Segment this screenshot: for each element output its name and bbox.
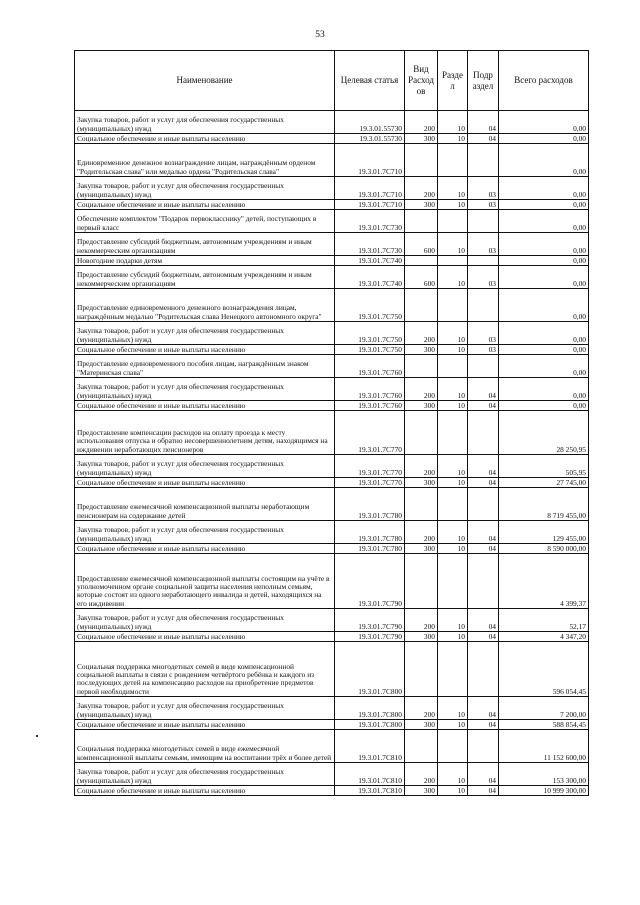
row-razdel: 10 <box>438 697 468 720</box>
row-vid: 600 <box>405 266 438 289</box>
row-podrazdel: 03 <box>468 345 499 355</box>
row-vid <box>405 210 438 233</box>
row-code: 19.3.01.7С750 <box>335 345 405 355</box>
row-total: 153 300,00 <box>499 763 589 786</box>
row-name: Социальное обеспечение и иные выплаты населению <box>75 720 335 730</box>
table-row <box>75 554 589 609</box>
row-razdel <box>438 210 468 233</box>
row-razdel: 10 <box>438 378 468 401</box>
row-name: Социальное обеспечение и иные выплаты населению <box>75 401 335 411</box>
table-row <box>75 256 589 266</box>
row-total: 7 200,00 <box>499 697 589 720</box>
row-podrazdel: 04 <box>468 401 499 411</box>
table-row <box>75 411 589 455</box>
row-razdel: 10 <box>438 200 468 210</box>
row-vid <box>405 642 438 697</box>
row-vid: 300 <box>405 401 438 411</box>
table-row <box>75 544 589 554</box>
row-podrazdel: 04 <box>468 134 499 144</box>
row-vid: 300 <box>405 478 438 488</box>
row-code: 19.3.01.7С710 <box>335 144 405 177</box>
table-row <box>75 233 589 256</box>
row-name: Предоставление ежемесячной компенсационной выплаты состоящим на учёте в уполномоченном органе социальной защиты населения неполным семьям, которые состоят из одного неработающего инвалида и детей, находящихся на его иждивении <box>75 554 335 609</box>
page-number: 53 <box>315 30 325 40</box>
table-row <box>75 111 589 134</box>
row-razdel <box>438 256 468 266</box>
table-header-row <box>75 51 589 111</box>
row-podrazdel: 03 <box>468 233 499 256</box>
row-razdel: 10 <box>438 401 468 411</box>
row-podrazdel <box>468 210 499 233</box>
row-razdel: 10 <box>438 763 468 786</box>
row-podrazdel: 04 <box>468 478 499 488</box>
row-name: Закупка товаров, работ и услуг для обеспечения государственных (муниципальных) нужд <box>75 177 335 200</box>
row-podrazdel: 04 <box>468 521 499 544</box>
table-row <box>75 697 589 720</box>
row-razdel: 10 <box>438 544 468 554</box>
row-total: 0,00 <box>499 144 589 177</box>
table-row <box>75 266 589 289</box>
row-podrazdel <box>468 642 499 697</box>
row-vid: 200 <box>405 378 438 401</box>
row-vid <box>405 144 438 177</box>
row-razdel <box>438 411 468 455</box>
header-total: Всего расходов <box>499 51 589 111</box>
row-vid: 200 <box>405 177 438 200</box>
row-razdel: 10 <box>438 111 468 134</box>
row-total: 129 455,00 <box>499 521 589 544</box>
row-name: Единовременное денежное вознаграждение лицам, награждённым орденом "Родительская слава" или медалью ордена "Родительская слава" <box>75 144 335 177</box>
row-code: 19.3.01.7С750 <box>335 322 405 345</box>
row-razdel: 10 <box>438 345 468 355</box>
row-total: 588 854,45 <box>499 720 589 730</box>
row-name: Закупка товаров, работ и услуг для обеспечения государственных (муниципальных) нужд <box>75 455 335 478</box>
row-podrazdel: 04 <box>468 632 499 642</box>
row-code: 19.3.01.7С810 <box>335 763 405 786</box>
row-razdel: 10 <box>438 455 468 478</box>
row-code: 19.3.01.7С810 <box>335 786 405 796</box>
row-total: 0,00 <box>499 266 589 289</box>
row-podrazdel <box>468 411 499 455</box>
row-total: 0,00 <box>499 233 589 256</box>
row-vid: 300 <box>405 200 438 210</box>
row-name: Закупка товаров, работ и услуг для обеспечения государственных (муниципальных) нужд <box>75 378 335 401</box>
row-code: 19.3.01.7С730 <box>335 233 405 256</box>
row-podrazdel: 03 <box>468 266 499 289</box>
row-code: 19.3.01.55730 <box>335 134 405 144</box>
row-vid <box>405 411 438 455</box>
table-row <box>75 289 589 322</box>
row-vid: 300 <box>405 134 438 144</box>
row-razdel <box>438 144 468 177</box>
row-code: 19.3.01.55730 <box>335 111 405 134</box>
row-total: 596 054,45 <box>499 642 589 697</box>
row-razdel: 10 <box>438 786 468 796</box>
row-code: 19.3.01.7С760 <box>335 355 405 378</box>
row-vid: 300 <box>405 544 438 554</box>
row-code: 19.3.01.7С780 <box>335 488 405 521</box>
row-code: 19.3.01.7С780 <box>335 544 405 554</box>
row-name: Социальное обеспечение и иные выплаты населению <box>75 200 335 210</box>
row-total: 8 719 455,00 <box>499 488 589 521</box>
row-razdel: 10 <box>438 720 468 730</box>
row-vid: 300 <box>405 345 438 355</box>
row-code: 19.3.01.7С710 <box>335 200 405 210</box>
table-row <box>75 488 589 521</box>
row-vid: 200 <box>405 609 438 632</box>
row-name: Обеспечение комплектом "Подарок первокласснику" детей, поступающих в первый класс <box>75 210 335 233</box>
table-row <box>75 730 589 763</box>
row-podrazdel: 04 <box>468 697 499 720</box>
row-podrazdel: 04 <box>468 786 499 796</box>
table-row <box>75 355 589 378</box>
row-vid: 600 <box>405 233 438 256</box>
row-podrazdel: 04 <box>468 609 499 632</box>
row-total: 0,00 <box>499 345 589 355</box>
row-podrazdel: 04 <box>468 763 499 786</box>
table-row <box>75 210 589 233</box>
row-razdel <box>438 642 468 697</box>
table-row <box>75 609 589 632</box>
row-code: 19.3.01.7С760 <box>335 401 405 411</box>
row-podrazdel: 04 <box>468 378 499 401</box>
scan-speck <box>36 735 38 737</box>
header-name: Наименование <box>75 51 335 111</box>
row-name: Закупка товаров, работ и услуг для обеспечения государственных (муниципальных) нужд <box>75 322 335 345</box>
header-code: Целевая статья <box>335 51 405 111</box>
row-vid: 200 <box>405 455 438 478</box>
row-name: Новогодние подарки детям <box>75 256 335 266</box>
row-name: Предоставление компенсации расходов на оплату проезда к месту использования отпуска и обратно несовершеннолетним детям, находящимся на иждивении неработающих пенсионеров <box>75 411 335 455</box>
row-podrazdel <box>468 554 499 609</box>
row-name: Социальное обеспечение и иные выплаты населению <box>75 478 335 488</box>
row-name: Социальное обеспечение и иные выплаты населению <box>75 345 335 355</box>
row-razdel: 10 <box>438 632 468 642</box>
row-podrazdel: 04 <box>468 544 499 554</box>
row-name: Социальная поддержка многодетных семей в виде ежемесячной компенсационной выплаты семьям, имеющим на воспитании трёх и более детей <box>75 730 335 763</box>
row-podrazdel <box>468 144 499 177</box>
row-vid: 200 <box>405 697 438 720</box>
table-row <box>75 144 589 177</box>
table-row <box>75 642 589 697</box>
table-row <box>75 521 589 544</box>
row-total: 4 399,37 <box>499 554 589 609</box>
row-name: Социальная поддержка многодетных семей в виде компенсационной социальной выплаты в связи с рождением четвёртого ребёнка и каждого из последующих детей на компенсацию расходов на приобретение предметов первой необходимости <box>75 642 335 697</box>
row-total: 0,00 <box>499 378 589 401</box>
row-code: 19.3.01.7С740 <box>335 266 405 289</box>
row-razdel: 10 <box>438 322 468 345</box>
row-total: 0,00 <box>499 289 589 322</box>
row-name: Предоставление субсидий бюджетным, автономным учреждениям и иным некоммерческим организациям <box>75 266 335 289</box>
row-total: 0,00 <box>499 111 589 134</box>
header-vid: Вид Расход ов <box>405 51 438 111</box>
row-vid: 200 <box>405 111 438 134</box>
header-podrazdel: Подр аздел <box>468 51 499 111</box>
table-row <box>75 177 589 200</box>
row-name: Закупка товаров, работ и услуг для обеспечения государственных (муниципальных) нужд <box>75 763 335 786</box>
row-podrazdel: 03 <box>468 177 499 200</box>
row-code: 19.3.01.7С790 <box>335 632 405 642</box>
table-row <box>75 786 589 796</box>
row-razdel: 10 <box>438 177 468 200</box>
table-row <box>75 632 589 642</box>
row-code: 19.3.01.7С740 <box>335 256 405 266</box>
row-razdel <box>438 289 468 322</box>
row-razdel: 10 <box>438 134 468 144</box>
row-vid: 300 <box>405 632 438 642</box>
row-podrazdel: 03 <box>468 200 499 210</box>
row-razdel: 10 <box>438 609 468 632</box>
table-row <box>75 134 589 144</box>
row-razdel: 10 <box>438 233 468 256</box>
row-podrazdel <box>468 730 499 763</box>
row-razdel <box>438 355 468 378</box>
row-razdel: 10 <box>438 478 468 488</box>
row-name: Закупка товаров, работ и услуг для обеспечения государственных (муниципальных) нужд <box>75 111 335 134</box>
row-name: Социальное обеспечение и иные выплаты населению <box>75 632 335 642</box>
row-vid <box>405 256 438 266</box>
table-row <box>75 478 589 488</box>
table-row <box>75 322 589 345</box>
row-vid <box>405 355 438 378</box>
row-total: 0,00 <box>499 200 589 210</box>
table-row <box>75 378 589 401</box>
row-total: 8 590 000,00 <box>499 544 589 554</box>
row-razdel <box>438 488 468 521</box>
row-total: 0,00 <box>499 322 589 345</box>
row-name: Социальное обеспечение и иные выплаты населению <box>75 544 335 554</box>
row-code: 19.3.01.7С800 <box>335 642 405 697</box>
row-name: Социальное обеспечение и иные выплаты населению <box>75 786 335 796</box>
row-code: 19.3.01.7С790 <box>335 609 405 632</box>
row-code: 19.3.01.7С730 <box>335 210 405 233</box>
row-vid <box>405 730 438 763</box>
row-vid: 300 <box>405 720 438 730</box>
row-code: 19.3.01.7С710 <box>335 177 405 200</box>
row-total: 27 745,00 <box>499 478 589 488</box>
row-name: Закупка товаров, работ и услуг для обеспечения государственных (муниципальных) нужд <box>75 697 335 720</box>
row-podrazdel <box>468 488 499 521</box>
row-total: 0,00 <box>499 134 589 144</box>
row-code: 19.3.01.7С800 <box>335 720 405 730</box>
row-podrazdel: 04 <box>468 720 499 730</box>
row-name: Закупка товаров, работ и услуг для обеспечения государственных (муниципальных) нужд <box>75 521 335 544</box>
row-code: 19.3.01.7С770 <box>335 411 405 455</box>
row-razdel: 10 <box>438 521 468 544</box>
row-total: 0,00 <box>499 355 589 378</box>
row-code: 19.3.01.7С810 <box>335 730 405 763</box>
row-total: 0,00 <box>499 401 589 411</box>
row-vid: 200 <box>405 763 438 786</box>
row-total: 505,95 <box>499 455 589 478</box>
row-razdel <box>438 554 468 609</box>
row-podrazdel: 03 <box>468 322 499 345</box>
row-code: 19.3.01.7С760 <box>335 378 405 401</box>
table-row <box>75 720 589 730</box>
row-code: 19.3.01.7С780 <box>335 521 405 544</box>
row-total: 11 152 600,00 <box>499 730 589 763</box>
row-code: 19.3.01.7С750 <box>335 289 405 322</box>
row-code: 19.3.01.7С770 <box>335 478 405 488</box>
table-row <box>75 455 589 478</box>
row-total: 28 250,95 <box>499 411 589 455</box>
row-code: 19.3.01.7С790 <box>335 554 405 609</box>
row-code: 19.3.01.7С800 <box>335 697 405 720</box>
row-podrazdel <box>468 355 499 378</box>
row-code: 19.3.01.7С770 <box>335 455 405 478</box>
row-vid <box>405 289 438 322</box>
header-razdel: Разде л <box>438 51 468 111</box>
budget-table <box>74 50 589 796</box>
row-podrazdel: 04 <box>468 111 499 134</box>
row-vid <box>405 488 438 521</box>
table-row <box>75 401 589 411</box>
row-vid: 200 <box>405 521 438 544</box>
row-vid: 300 <box>405 786 438 796</box>
row-name: Предоставление субсидий бюджетным, автономным учреждениям и иным некоммерческим организациям <box>75 233 335 256</box>
table-row <box>75 763 589 786</box>
row-name: Предоставление ежемесячной компенсационной выплаты неработающим пенсионерам на содержание детей <box>75 488 335 521</box>
row-vid <box>405 554 438 609</box>
row-name: Социальное обеспечение и иные выплаты населению <box>75 134 335 144</box>
row-razdel: 10 <box>438 266 468 289</box>
row-total: 10 999 300,00 <box>499 786 589 796</box>
row-podrazdel <box>468 256 499 266</box>
row-total: 0,00 <box>499 256 589 266</box>
row-name: Предоставление единовременного пособия лицам, награждённым знаком "Материнская слава" <box>75 355 335 378</box>
row-total: 0,00 <box>499 177 589 200</box>
row-razdel <box>438 730 468 763</box>
row-total: 0,00 <box>499 210 589 233</box>
row-name: Предоставление единовременного денежного вознаграждения лицам, награждённым медалью "Родительская слава Ненецкого автономного округа" <box>75 289 335 322</box>
row-podrazdel <box>468 289 499 322</box>
table-row <box>75 345 589 355</box>
row-total: 4 347,20 <box>499 632 589 642</box>
row-name: Закупка товаров, работ и услуг для обеспечения государственных (муниципальных) нужд <box>75 609 335 632</box>
table-row <box>75 200 589 210</box>
row-total: 52,17 <box>499 609 589 632</box>
row-vid: 200 <box>405 322 438 345</box>
row-podrazdel: 04 <box>468 455 499 478</box>
